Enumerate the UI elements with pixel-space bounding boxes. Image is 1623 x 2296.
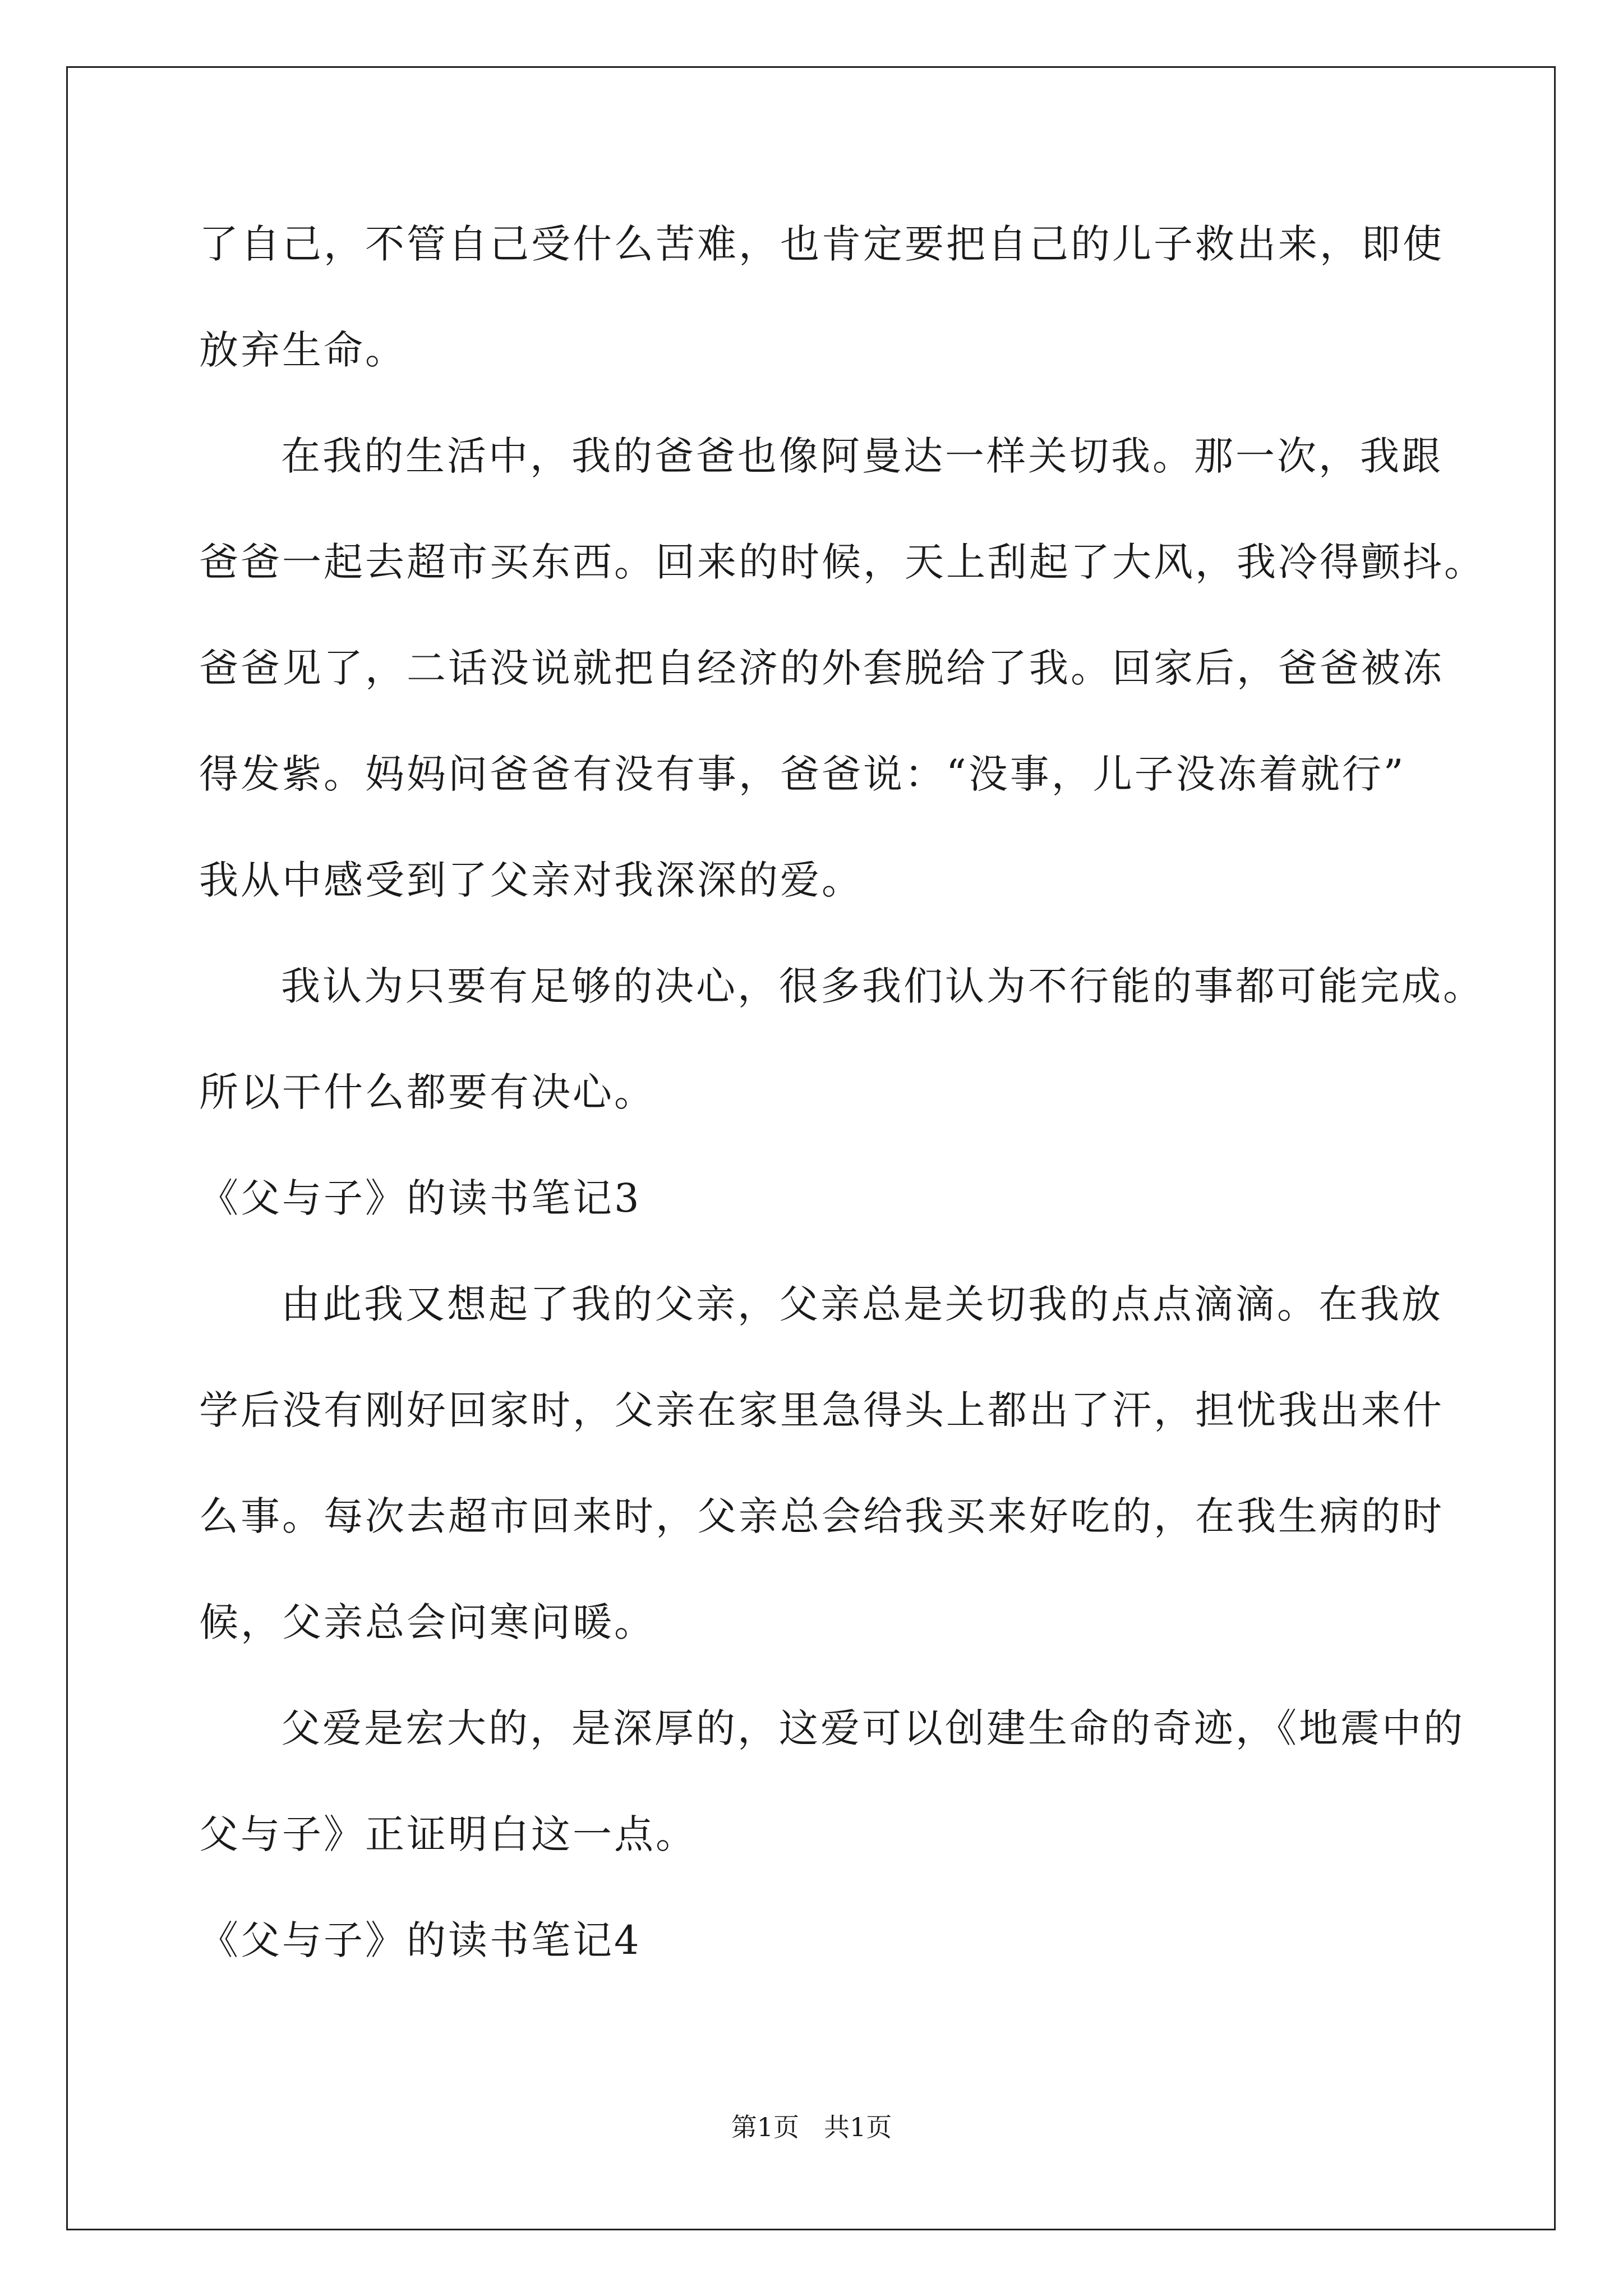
- text-line: 我从中感受到了父亲对我深深的爱。: [199, 857, 863, 903]
- text-line: 得发紫。妈妈问爸爸有没有事，爸爸说：“没事，儿子没冻着就行”: [199, 751, 1406, 797]
- text-line: 父与子》正证明白这一点。: [199, 1811, 697, 1857]
- current-page-number: 第1页: [731, 2112, 799, 2142]
- total-page-count: 共1页: [824, 2112, 892, 2142]
- text-line: 父爱是宏大的，是深厚的，这爱可以创建生命的奇迹，《地震中的: [281, 1705, 1465, 1751]
- text-line: 学后没有刚好回家时，父亲在家里急得头上都出了汗，担忧我出来什: [199, 1387, 1444, 1433]
- page-footer: [0, 2110, 1623, 2144]
- text-line: 放弃生命。: [199, 327, 407, 373]
- text-line: 了自己，不管自己受什么苦难，也肯定要把自己的儿子救出来，即使: [199, 221, 1444, 267]
- text-line: 所以干什么都要有决心。: [199, 1069, 656, 1115]
- section-heading: 《父与子》的读书笔记3: [199, 1175, 642, 1221]
- section-heading: 《父与子》的读书笔记4: [199, 1917, 642, 1963]
- document-body: [199, 216, 1486, 2018]
- text-line: 我认为只要有足够的决心，很多我们认为不行能的事都可能完成。: [281, 963, 1484, 1009]
- text-line: 由此我又想起了我的父亲，父亲总是关切我的点点滴滴。在我放: [281, 1281, 1443, 1327]
- text-line: 候，父亲总会问寒问暖。: [199, 1599, 656, 1645]
- text-line: 么事。每次去超市回来时，父亲总会给我买来好吃的，在我生病的时: [199, 1493, 1444, 1539]
- text-line: 在我的生活中，我的爸爸也像阿曼达一样关切我。那一次，我跟: [281, 433, 1443, 479]
- text-line: 爸爸一起去超市买东西。回来的时候，天上刮起了大风，我冷得颤抖。: [199, 539, 1486, 585]
- text-line: 爸爸见了，二话没说就把自经济的外套脱给了我。回家后，爸爸被冻: [199, 645, 1444, 691]
